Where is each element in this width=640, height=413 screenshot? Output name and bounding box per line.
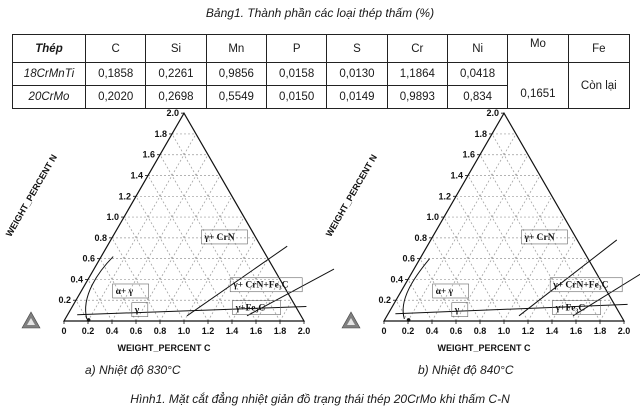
phase-label: α+ γ xyxy=(115,286,134,297)
grid-line xyxy=(124,217,184,321)
tick-label-c: 0.4 xyxy=(105,326,119,336)
grid-line xyxy=(148,176,235,321)
tick-label-n: 0.4 xyxy=(70,274,83,285)
header-steel: Thép xyxy=(13,35,86,63)
header-cr: Cr xyxy=(387,35,447,63)
tick-label-n: 2.0 xyxy=(486,108,499,119)
figure-title: Hình1. Mặt cắt đẳng nhiệt giản đồ trạng thái thép 20CrMo khi thấm C-N xyxy=(130,392,510,406)
grid-line xyxy=(456,176,540,321)
tick-label-n: 0.2 xyxy=(58,295,71,306)
phase-boundary-crn xyxy=(77,303,306,314)
grid-line xyxy=(280,300,292,321)
phase-label: γ+Fe₃C xyxy=(235,303,266,314)
header-c: C xyxy=(86,35,146,63)
tick-label-c: 1.8 xyxy=(593,326,607,336)
grid-line xyxy=(444,217,504,321)
tick-label-n: 0.8 xyxy=(414,232,427,243)
phase-label: γ+Fe₃C xyxy=(555,303,586,314)
tick-label-c: 0.6 xyxy=(129,326,143,336)
tick-label-n: 0.8 xyxy=(94,232,107,243)
grid-line xyxy=(468,176,555,321)
tick-label-c: 0.2 xyxy=(81,326,95,336)
tick-label-c: 0.6 xyxy=(449,326,463,336)
tick-label-n: 1.4 xyxy=(130,170,143,181)
tick-label-c: 1.8 xyxy=(273,326,287,336)
row-name: 18CrMnTi xyxy=(13,63,86,86)
tick-label-n: 1.6 xyxy=(462,149,475,160)
table-header-row xyxy=(13,35,630,63)
phase-label: α+ γ xyxy=(435,286,454,297)
phase-label: γ xyxy=(134,305,140,316)
tick-label-c: 0.4 xyxy=(425,326,439,336)
header-s: S xyxy=(327,35,387,63)
tick-label-n: 1.0 xyxy=(106,212,119,223)
tick-label-n: 0.6 xyxy=(82,253,95,264)
grid-line xyxy=(492,134,600,321)
row-name: 20CrMo xyxy=(13,86,86,109)
table-title: Bảng1. Thành phần các loại thép thấm (%) xyxy=(205,6,435,20)
cell-fe: Còn lại xyxy=(568,63,629,109)
cell-ni: 0,0418 xyxy=(447,63,507,86)
phase-diagram-840 xyxy=(320,108,640,360)
grid-line xyxy=(88,134,196,321)
tick-label-c: 1.0 xyxy=(497,326,511,336)
tick-label-c: 1.4 xyxy=(545,326,559,336)
phase-label: γ+ CrN xyxy=(204,232,235,243)
cell-si: 0,2698 xyxy=(146,86,206,109)
header-ni: Ni xyxy=(447,35,507,63)
tick-label-c: 1.6 xyxy=(569,326,583,336)
cell-p: 0,0150 xyxy=(266,86,326,109)
header-mo: Mo xyxy=(508,35,568,63)
grid-line xyxy=(396,300,408,321)
table-row xyxy=(13,63,630,86)
header-mn: Mn xyxy=(206,35,266,63)
tick-label-n: 1.6 xyxy=(142,149,155,160)
cell-c: 0,2020 xyxy=(86,86,146,109)
phase-label: γ+ CrN+Fe₃C xyxy=(233,280,289,291)
cell-cr: 0,9893 xyxy=(387,86,447,109)
tick-label-c: 1.2 xyxy=(201,326,215,336)
cell-c: 0,1858 xyxy=(86,63,146,86)
phase-label: γ+ CrN+Fe₃C xyxy=(553,280,609,291)
tick-label-c: 2.0 xyxy=(617,326,631,336)
tick-label-n: 1.8 xyxy=(474,128,487,139)
header-p: P xyxy=(266,35,326,63)
subcaption-830: a) Nhiệt độ 830°C xyxy=(85,363,181,377)
axis-label-c: WEIGHT_PERCENT C xyxy=(437,343,531,353)
tick-label-c: 2.0 xyxy=(297,326,311,336)
tick-label-c: 0.8 xyxy=(473,326,487,336)
cell-ni: 0,834 xyxy=(447,86,507,109)
tick-label-c: 0.2 xyxy=(401,326,415,336)
tick-label-n: 1.2 xyxy=(118,191,131,202)
tick-label-c: 1.6 xyxy=(249,326,263,336)
cell-si: 0,2261 xyxy=(146,63,206,86)
thermocalc-logo xyxy=(342,312,360,328)
tick-label-n: 1.0 xyxy=(426,212,439,223)
composition-marker xyxy=(407,318,411,322)
tick-label-n: 1.4 xyxy=(450,170,463,181)
phase-label: γ+ CrN xyxy=(524,232,555,243)
tick-label-n: 2.0 xyxy=(166,108,179,119)
cell-mn: 0,9856 xyxy=(206,63,266,86)
grid-line xyxy=(136,176,220,321)
tick-label-c: 0 xyxy=(381,326,387,336)
tick-label-n: 0.2 xyxy=(378,295,391,306)
cell-s: 0,0149 xyxy=(327,86,387,109)
header-si: Si xyxy=(146,35,206,63)
composition-table xyxy=(12,34,630,109)
phase-label: γ xyxy=(454,305,460,316)
grid-line xyxy=(600,300,612,321)
tick-label-c: 1.4 xyxy=(225,326,239,336)
axis-label-n: WEIGHT_PERCENT N xyxy=(323,152,379,239)
subcaption-840: b) Nhiệt độ 840°C xyxy=(418,363,514,377)
tick-label-c: 1.2 xyxy=(521,326,535,336)
cell-mn: 0,5549 xyxy=(206,86,266,109)
tick-label-c: 0.8 xyxy=(153,326,167,336)
tick-label-n: 1.2 xyxy=(438,191,451,202)
header-fe: Fe xyxy=(568,35,629,63)
axis-label-n: WEIGHT_PERCENT N xyxy=(3,152,59,239)
axis-label-c: WEIGHT_PERCENT C xyxy=(117,343,211,353)
cell-p: 0,0158 xyxy=(266,63,326,86)
cell-s: 0,0130 xyxy=(327,63,387,86)
cell-cr: 1,1864 xyxy=(387,63,447,86)
grid-line xyxy=(172,134,280,321)
composition-marker xyxy=(87,318,91,322)
thermocalc-logo xyxy=(22,312,40,328)
tick-label-c: 0 xyxy=(61,326,67,336)
cell-mo: 0,1651 xyxy=(508,63,568,109)
tick-label-n: 0.6 xyxy=(402,253,415,264)
phase-diagram-830 xyxy=(0,108,320,360)
tick-label-n: 1.8 xyxy=(154,128,167,139)
tick-label-c: 1.0 xyxy=(177,326,191,336)
tick-label-n: 0.4 xyxy=(390,274,403,285)
grid-line xyxy=(408,134,516,321)
phase-boundary-alpha xyxy=(86,257,114,319)
